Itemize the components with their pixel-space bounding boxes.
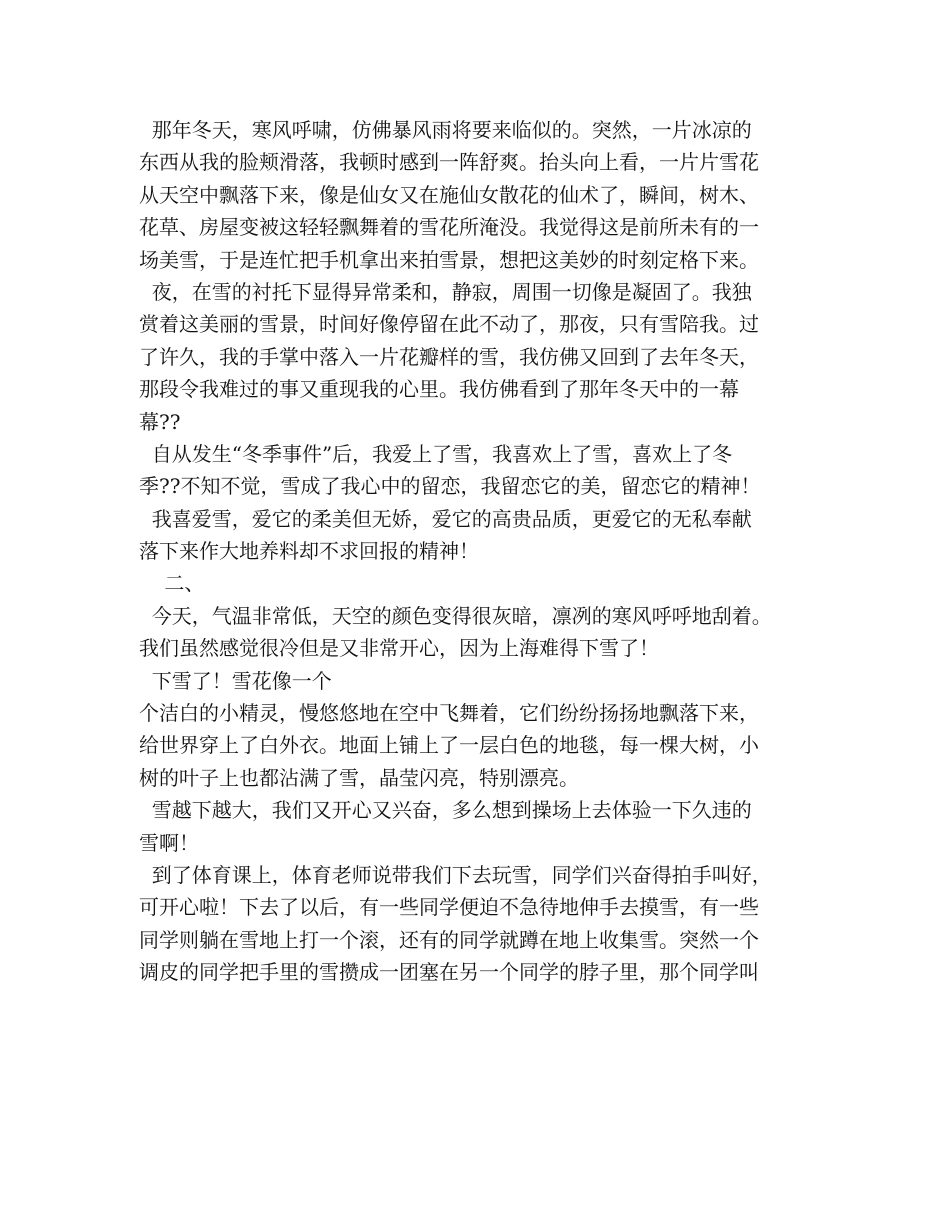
text-line: 树的叶子上也都沾满了雪，晶莹闪亮，特别漂亮。: [139, 765, 579, 790]
text-line: 到了体育课上，体育老师说带我们下去玩雪，同学们兴奋得拍手叫好，: [139, 862, 772, 887]
text-line: 了许久，我的手掌中落入一片花瓣样的雪，我仿佛又回到了去年冬天，: [139, 344, 759, 369]
text-line: 夜，在雪的衬托下显得异常柔和，静寂，周围一切像是凝固了。我独: [139, 279, 752, 304]
text-line: 我喜爱雪，爱它的柔美但无娇，爱它的高贵品质，更爱它的无私奉献: [139, 506, 752, 531]
text-line: 我们虽然感觉很冷但是又非常开心，因为上海难得下雪了！: [139, 636, 659, 661]
text-line: 二、: [139, 571, 205, 596]
essay-body: [139, 114, 839, 989]
text-line: 赏着这美丽的雪景，时间好像停留在此不动了，那夜，只有雪陪我。过: [139, 312, 759, 337]
text-line: 雪啊！: [139, 830, 199, 855]
text-line: 雪越下越大，我们又开心又兴奋，多么想到操场上去体验一下久违的: [139, 798, 752, 823]
text-line: 花草、房屋变被这轻轻飘舞着的雪花所淹没。我觉得这是前所未有的一: [139, 215, 759, 240]
text-line: 那段令我难过的事又重现我的心里。我仿佛看到了那年冬天中的一幕: [139, 377, 739, 402]
text-line: 同学则躺在雪地上打一个滚，还有的同学就蹲在地上收集雪。突然一个: [139, 927, 759, 952]
text-line: 调皮的同学把手里的雪攒成一团塞在另一个同学的脖子里，那个同学叫: [139, 960, 759, 985]
text-line: 给世界穿上了白外衣。地面上铺上了一层白色的地毯，每一棵大树，小: [139, 733, 759, 758]
text-line: 季??不知不觉，雪成了我心中的留恋，我留恋它的美，留恋它的精神！: [139, 474, 761, 499]
text-line: 下雪了！雪花像一个: [139, 668, 332, 693]
text-line: 落下来作大地养料却不求回报的精神！: [139, 539, 479, 564]
text-line: 今天，气温非常低，天空的颜色变得很灰暗，凛冽的寒风呼呼地刮着。: [139, 603, 772, 628]
text-line: 个洁白的小精灵，慢悠悠地在空中飞舞着，它们纷纷扬扬地飘落下来，: [139, 701, 759, 726]
text-line: 幕??: [139, 409, 181, 434]
text-line: 东西从我的脸颊滑落，我顿时感到一阵舒爽。抬头向上看，一片片雪花: [139, 150, 759, 175]
text-line: 自从发生“冬季事件”后，我爱上了雪，我喜欢上了雪，喜欢上了冬: [139, 441, 733, 466]
text-line: 从天空中飘落下来，像是仙女又在施仙女散花的仙术了，瞬间，树木、: [139, 182, 759, 207]
text-line: 场美雪，于是连忙把手机拿出来拍雪景，想把这美妙的时刻定格下来。: [139, 247, 759, 272]
text-line: 那年冬天，寒风呼啸，仿佛暴风雨将要来临似的。突然，一片冰凉的: [139, 118, 752, 142]
text-line: 可开心啦！下去了以后，有一些同学便迫不急待地伸手去摸雪，有一些: [139, 895, 759, 920]
